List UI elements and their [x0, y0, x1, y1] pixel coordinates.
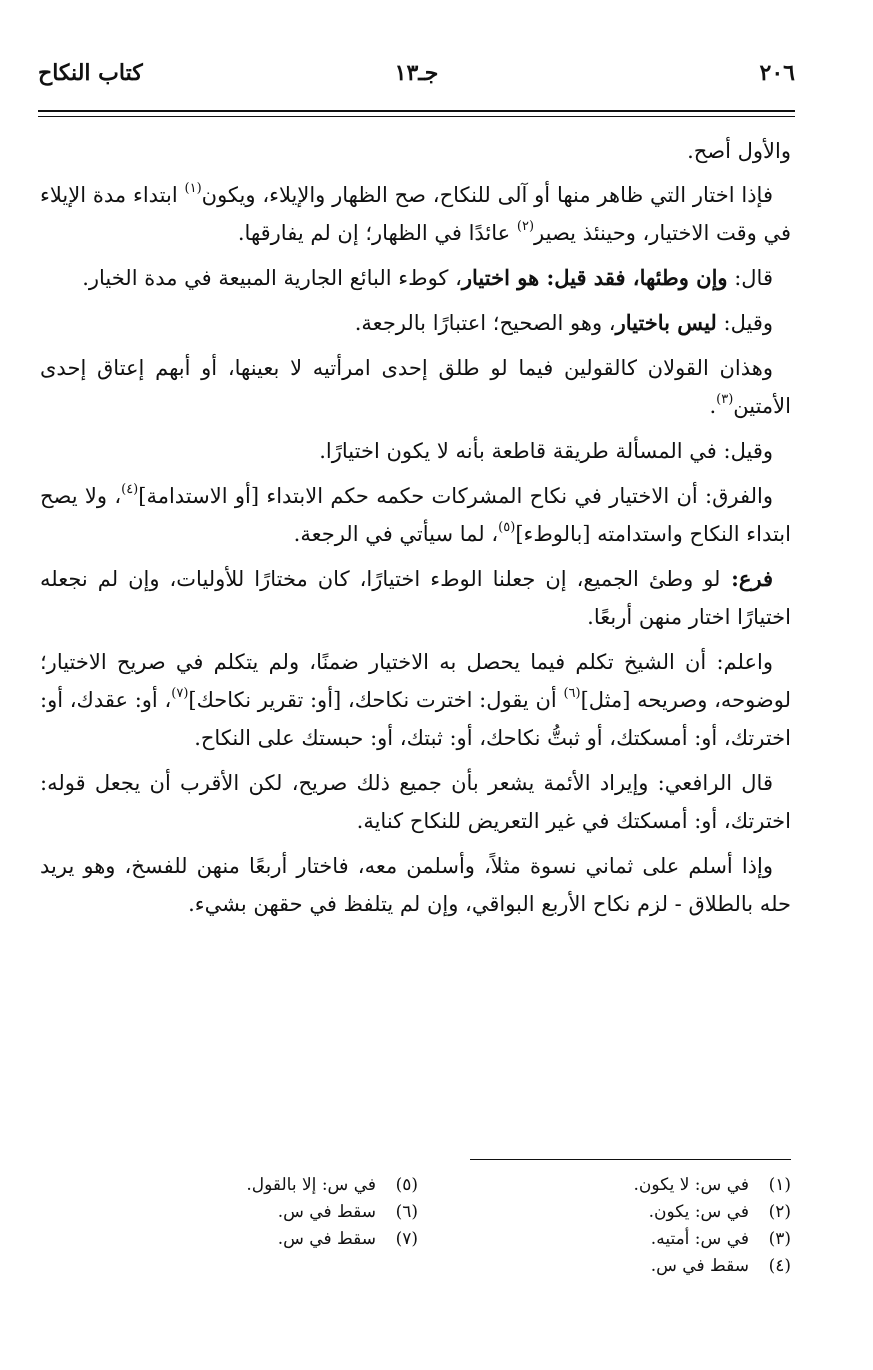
- footnote-marker: (٧): [171, 686, 189, 701]
- footnote-marker: (٣): [716, 392, 734, 407]
- footnote-marker: (٢): [516, 219, 535, 234]
- footnotes-left-column: [158, 1172, 418, 1253]
- paragraph: وقيل: ليس باختيار، وهو الصحيح؛ اعتبارًا بالرجعة.: [354, 310, 773, 335]
- quoted-matn: وإن وطئها، فقد قيل: هو اختيار: [461, 265, 728, 290]
- page-number: ٢٠٦: [759, 60, 795, 86]
- footnote-separator: [470, 1159, 791, 1160]
- paragraph: قال الرافعي: وإيراد الأئمة يشعر بأن جميع ذلك صريح، لكن الأقرب أن يجعل قوله: اخترتك، أو: أمسكتك في غير التعريض للنكاح كناية.: [40, 771, 791, 833]
- book-title: كتاب النكاح: [38, 60, 143, 86]
- header-rule: [38, 110, 795, 112]
- footnote-item: (٢)في س: يكون.: [648, 1202, 791, 1222]
- page-header: [38, 56, 795, 108]
- footnote-item: (٧)سقط في س.: [277, 1229, 418, 1249]
- volume-label: جـ١٣: [394, 60, 439, 86]
- paragraph: واعلم: أن الشيخ تكلم فيما يحصل به الاختيار ضمنًا، ولم يتكلم في صريح الاختيار؛ لوضوحه، وصريحه [مثل]$^{(٦)}$ أن يقول: اخترت نكاحك، [أو: تقرير نكاحك]$^{(٧)}$، أو: عقدك، أو: اخترتك، أو: أمسكتك، أو ثبتُّ نكاحك، أو: ثبتك، أو: حبستك على النكاح.: [40, 650, 792, 750]
- footnote-marker: (٤): [121, 482, 139, 497]
- paragraph: فإذا اختار التي ظاهر منها أو آلى للنكاح، صح الظهار والإيلاء، ويكون$^{(١)}$ ابتداء مدة الإيلاء في وقت الاختيار، وحينئذ يصير$^{(٢)}$ عائدًا في الظهار؛ إن لم يفارقها.: [40, 181, 791, 245]
- paragraph: وقيل: في المسألة طريقة قاطعة بأنه لا يكون اختيارًا.: [319, 439, 773, 463]
- paragraph: والفرق: أن الاختيار في نكاح المشركات حكمه حكم الابتداء [أو الاستدامة]$^{(٤)}$، ولا يصح ابتداء النكاح واستدامته [بالوطء]$^{(٥)}$، لما سيأتي في الرجعة.: [40, 482, 791, 546]
- quoted-matn: ليس باختيار: [615, 310, 717, 335]
- footnote-item: (٣)في س: أمتيه.: [650, 1229, 791, 1249]
- paragraph: والأول أصح.: [687, 139, 791, 163]
- footnote-marker: (١): [184, 181, 202, 196]
- footnote-item: (١)في س: لا يكون.: [633, 1175, 791, 1195]
- footnote-item: (٥)في س: إلا بالقول.: [246, 1175, 418, 1195]
- footnote-marker: (٦): [563, 686, 581, 701]
- footnote-marker: (٥): [498, 520, 516, 535]
- branch-label: فرع:: [720, 566, 774, 591]
- paragraph: فرع: لو وطئ الجميع، إن جعلنا الوطء اختيارًا، كان مختارًا للأوليات، وإن لم نجعله اختيارًا اختار منهن أربعًا.: [40, 566, 791, 629]
- footnotes-right-column: [531, 1172, 791, 1280]
- header-rule-thin: [38, 116, 795, 117]
- paragraph: قال: وإن وطئها، فقد قيل: هو اختيار، كوطء البائع الجارية المبيعة في مدة الخيار.: [82, 265, 773, 290]
- footnote-item: (٦)سقط في س.: [277, 1202, 418, 1222]
- paragraph: وهذان القولان كالقولين فيما لو طلق إحدى امرأتيه لا بعينها، أو أبهم إعتاق إحدى الأمتين$^{(٣)}$.: [40, 356, 791, 418]
- paragraph: وإذا أسلم على ثماني نسوة مثلاً، وأسلمن معه، فاختار أربعًا منهن للفسخ، وهو يريد حله بالطلاق - لزم نكاح الأربع البواقي، وإن لم يتلفظ في حقهن بشيء.: [40, 854, 791, 916]
- main-text: [40, 132, 791, 930]
- footnote-item: (٤)سقط في س.: [650, 1256, 791, 1276]
